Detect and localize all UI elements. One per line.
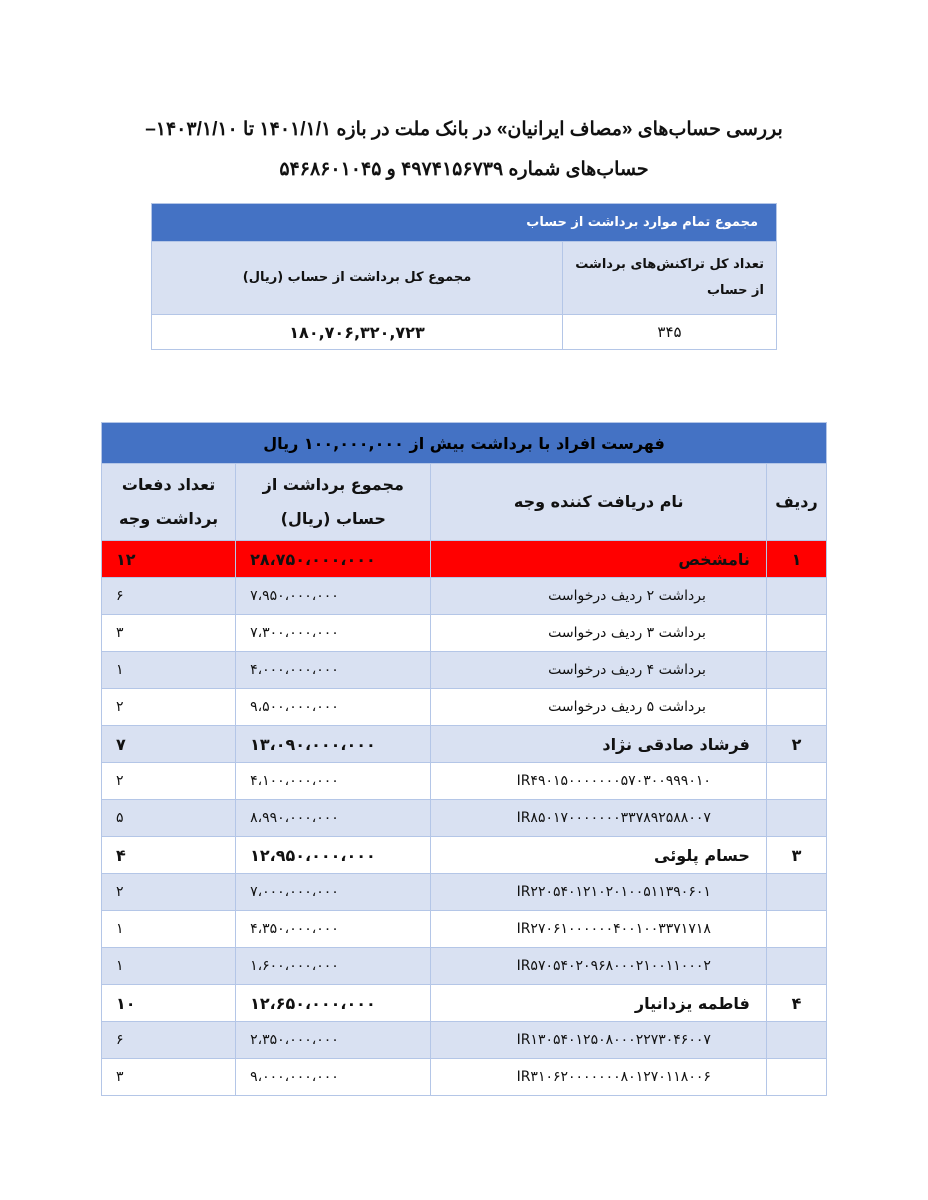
withdrawal-sum: ۱۳،۰۹۰،۰۰۰،۰۰۰ — [236, 726, 431, 763]
recipient-name: برداشت ۵ ردیف درخواست — [431, 689, 766, 726]
col-row-number: ردیف — [766, 464, 826, 541]
withdrawal-count: ۳ — [102, 1059, 236, 1096]
row-number — [766, 948, 826, 985]
withdrawal-count: ۱ — [102, 652, 236, 689]
withdrawal-sum: ۸،۹۹۰،۰۰۰،۰۰۰ — [236, 800, 431, 837]
title-line-1: بررسی حساب‌های «مصاف ایرانیان» در بانک ملت در بازه ۱۴۰۱/۱/۱ تا ۱۴۰۳/۱/۱۰– — [145, 119, 783, 140]
withdrawal-sum: ۱،۶۰۰،۰۰۰،۰۰۰ — [236, 948, 431, 985]
row-number — [766, 615, 826, 652]
recipient-row — [102, 837, 827, 874]
recipient-name: IR۲۲۰۵۴۰۱۲۱۰۲۰۱۰۰۵۱۱۳۹۰۶۰۱ — [431, 874, 766, 911]
row-number: ۲ — [766, 726, 826, 763]
row-number: ۱ — [766, 541, 826, 578]
detail-row — [102, 911, 827, 948]
withdrawal-count: ۲ — [102, 874, 236, 911]
withdrawal-count: ۲ — [102, 689, 236, 726]
row-number: ۴ — [766, 985, 826, 1022]
row-number — [766, 800, 826, 837]
row-number — [766, 911, 826, 948]
withdrawal-count: ۱ — [102, 948, 236, 985]
row-number — [766, 1022, 826, 1059]
withdrawal-sum: ۴،۰۰۰،۰۰۰،۰۰۰ — [236, 652, 431, 689]
detail-row — [102, 763, 827, 800]
col-withdrawal-count: تعداد دفعات برداشت وجه — [102, 464, 236, 541]
row-number — [766, 874, 826, 911]
recipients-header: فهرست افراد با برداشت بیش از ۱۰۰,۰۰۰,۰۰۰ ریال — [102, 423, 827, 464]
detail-row — [102, 615, 827, 652]
recipient-name: فاطمه یزدانیار — [431, 985, 766, 1022]
withdrawal-count: ۶ — [102, 1022, 236, 1059]
summary-count: ۳۴۵ — [563, 315, 777, 350]
withdrawal-sum: ۷،۳۰۰،۰۰۰،۰۰۰ — [236, 615, 431, 652]
row-number: ۳ — [766, 837, 826, 874]
withdrawal-count: ۷ — [102, 726, 236, 763]
withdrawal-sum: ۱۲،۹۵۰،۰۰۰،۰۰۰ — [236, 837, 431, 874]
row-number — [766, 1059, 826, 1096]
recipient-name: برداشت ۲ ردیف درخواست — [431, 578, 766, 615]
summary-col-total: مجموع کل برداشت از حساب (ریال) — [152, 242, 563, 315]
withdrawal-count: ۱ — [102, 911, 236, 948]
withdrawal-count: ۶ — [102, 578, 236, 615]
withdrawal-sum: ۴،۳۵۰،۰۰۰،۰۰۰ — [236, 911, 431, 948]
withdrawal-count: ۲ — [102, 763, 236, 800]
recipient-name: فرشاد صادقی نژاد — [431, 726, 766, 763]
col-recipient-name: نام دریافت کننده وجه — [431, 464, 766, 541]
recipient-row — [102, 726, 827, 763]
detail-row — [102, 1059, 827, 1096]
withdrawal-sum: ۹،۵۰۰،۰۰۰،۰۰۰ — [236, 689, 431, 726]
recipient-name: IR۵۷۰۵۴۰۲۰۹۶۸۰۰۰۲۱۰۰۱۱۰۰۰۲ — [431, 948, 766, 985]
col-withdrawal-sum: مجموع برداشت از حساب (ریال) — [236, 464, 431, 541]
withdrawal-count: ۴ — [102, 837, 236, 874]
document-title — [14, 110, 914, 190]
recipient-name: برداشت ۳ ردیف درخواست — [431, 615, 766, 652]
recipient-name: IR۳۱۰۶۲۰۰۰۰۰۰۰۸۰۱۲۷۰۱۱۸۰۰۶ — [431, 1059, 766, 1096]
title-line-2: حساب‌های شماره ۴۹۷۴۱۵۶۷۳۹ و ۵۴۶۸۶۰۱۰۴۵ — [279, 159, 649, 180]
summary-total: ۱۸۰,۷۰۶,۳۲۰,۷۲۳ — [152, 315, 563, 350]
withdrawal-sum: ۹،۰۰۰،۰۰۰،۰۰۰ — [236, 1059, 431, 1096]
detail-row — [102, 1022, 827, 1059]
summary-header: مجموع تمام موارد برداشت از حساب — [152, 204, 777, 242]
recipient-name: برداشت ۴ ردیف درخواست — [431, 652, 766, 689]
recipient-name: IR۱۳۰۵۴۰۱۲۵۰۸۰۰۰۲۲۷۳۰۴۶۰۰۷ — [431, 1022, 766, 1059]
row-number — [766, 652, 826, 689]
withdrawal-sum: ۲۸،۷۵۰،۰۰۰،۰۰۰ — [236, 541, 431, 578]
recipients-table — [101, 422, 827, 1096]
row-number — [766, 578, 826, 615]
withdrawal-count: ۱۰ — [102, 985, 236, 1022]
detail-row — [102, 652, 827, 689]
withdrawal-count: ۱۲ — [102, 541, 236, 578]
recipient-name: IR۴۹۰۱۵۰۰۰۰۰۰۰۵۷۰۳۰۰۹۹۹۰۱۰ — [431, 763, 766, 800]
withdrawal-sum: ۱۲،۶۵۰،۰۰۰،۰۰۰ — [236, 985, 431, 1022]
row-number — [766, 763, 826, 800]
withdrawal-count: ۳ — [102, 615, 236, 652]
detail-row — [102, 800, 827, 837]
withdrawal-sum: ۴،۱۰۰،۰۰۰،۰۰۰ — [236, 763, 431, 800]
summary-col-count: تعداد کل تراکنش‌های برداشت از حساب — [563, 242, 777, 315]
row-number — [766, 689, 826, 726]
withdrawal-count: ۵ — [102, 800, 236, 837]
withdrawal-sum: ۷،۰۰۰،۰۰۰،۰۰۰ — [236, 874, 431, 911]
recipient-name: IR۲۷۰۶۱۰۰۰۰۰۰۴۰۰۱۰۰۳۳۷۱۷۱۸ — [431, 911, 766, 948]
detail-row — [102, 578, 827, 615]
withdrawal-sum: ۲،۳۵۰،۰۰۰،۰۰۰ — [236, 1022, 431, 1059]
recipient-name: حسام پلوئی — [431, 837, 766, 874]
detail-row — [102, 689, 827, 726]
recipient-name: نامشخص — [431, 541, 766, 578]
recipient-row — [102, 541, 827, 578]
withdrawal-sum: ۷،۹۵۰،۰۰۰،۰۰۰ — [236, 578, 431, 615]
detail-row — [102, 948, 827, 985]
recipient-name: IR۸۵۰۱۷۰۰۰۰۰۰۰۳۳۷۸۹۲۵۸۸۰۰۷ — [431, 800, 766, 837]
detail-row — [102, 874, 827, 911]
withdrawal-summary-table — [151, 203, 777, 350]
recipient-row — [102, 985, 827, 1022]
